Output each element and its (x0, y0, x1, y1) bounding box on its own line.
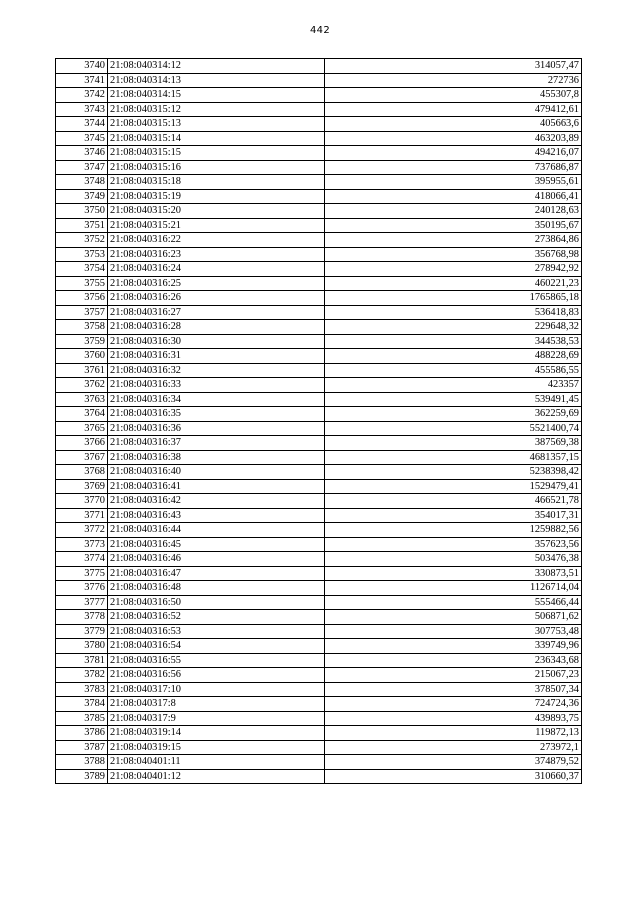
cadastral-number: 21:08:040315:15 (108, 146, 325, 161)
table-row (56, 378, 582, 393)
cadastral-value: 314057,47 (325, 59, 582, 74)
row-number: 3761 (56, 363, 108, 378)
cadastral-number: 21:08:040316:56 (108, 668, 325, 683)
cadastral-value: 1259882,56 (325, 523, 582, 538)
row-number: 3768 (56, 465, 108, 480)
cadastral-value: 273972,1 (325, 740, 582, 755)
cadastral-number: 21:08:040401:11 (108, 755, 325, 770)
cadastral-number: 21:08:040316:27 (108, 305, 325, 320)
cadastral-value: 539491,45 (325, 392, 582, 407)
cadastral-number: 21:08:040316:41 (108, 479, 325, 494)
table-row (56, 711, 582, 726)
cadastral-number: 21:08:040316:55 (108, 653, 325, 668)
cadastral-number: 21:08:040316:30 (108, 334, 325, 349)
row-number: 3782 (56, 668, 108, 683)
cadastral-value: 737686,87 (325, 160, 582, 175)
table-row (56, 305, 582, 320)
table-row (56, 552, 582, 567)
cadastral-number: 21:08:040314:13 (108, 73, 325, 88)
row-number: 3787 (56, 740, 108, 755)
table-row (56, 291, 582, 306)
row-number: 3773 (56, 537, 108, 552)
cadastral-value: 119872,13 (325, 726, 582, 741)
cadastral-number: 21:08:040316:52 (108, 610, 325, 625)
row-number: 3762 (56, 378, 108, 393)
row-number: 3769 (56, 479, 108, 494)
cadastral-value: 503476,38 (325, 552, 582, 567)
cadastral-number: 21:08:040316:44 (108, 523, 325, 538)
cadastral-value: 405663,6 (325, 117, 582, 132)
cadastral-value: 455586,55 (325, 363, 582, 378)
cadastral-number: 21:08:040316:48 (108, 581, 325, 596)
cadastral-value: 1529479,41 (325, 479, 582, 494)
row-number: 3747 (56, 160, 108, 175)
row-number: 3763 (56, 392, 108, 407)
cadastral-number: 21:08:040315:21 (108, 218, 325, 233)
row-number: 3766 (56, 436, 108, 451)
table-row (56, 624, 582, 639)
table-row (56, 73, 582, 88)
cadastral-value: 439893,75 (325, 711, 582, 726)
cadastral-number: 21:08:040316:53 (108, 624, 325, 639)
row-number: 3740 (56, 59, 108, 74)
page-number: 442 (310, 25, 330, 36)
cadastral-value: 374879,52 (325, 755, 582, 770)
cadastral-number: 21:08:040315:14 (108, 131, 325, 146)
cadastral-number: 21:08:040319:15 (108, 740, 325, 755)
cadastral-value: 240128,63 (325, 204, 582, 219)
cadastral-number: 21:08:040316:35 (108, 407, 325, 422)
cadastral-number: 21:08:040316:37 (108, 436, 325, 451)
row-number: 3751 (56, 218, 108, 233)
row-number: 3756 (56, 291, 108, 306)
row-number: 3778 (56, 610, 108, 625)
row-number: 3746 (56, 146, 108, 161)
cadastral-number: 21:08:040317:8 (108, 697, 325, 712)
table-row (56, 262, 582, 277)
table-row (56, 421, 582, 436)
table-row (56, 465, 582, 480)
cadastral-number: 21:08:040316:46 (108, 552, 325, 567)
cadastral-number: 21:08:040316:26 (108, 291, 325, 306)
cadastral-value: 466521,78 (325, 494, 582, 509)
cadastral-value: 1765865,18 (325, 291, 582, 306)
table-row (56, 320, 582, 335)
cadastral-value: 339749,96 (325, 639, 582, 654)
table-row (56, 450, 582, 465)
table-body (56, 59, 582, 784)
cadastral-value-table (55, 58, 582, 784)
cadastral-value: 229648,32 (325, 320, 582, 335)
table-row (56, 218, 582, 233)
cadastral-number: 21:08:040316:38 (108, 450, 325, 465)
table-row (56, 276, 582, 291)
cadastral-number: 21:08:040314:15 (108, 88, 325, 103)
table-row (56, 117, 582, 132)
table-row (56, 494, 582, 509)
cadastral-value: 4681357,15 (325, 450, 582, 465)
cadastral-value: 506871,62 (325, 610, 582, 625)
cadastral-value: 273864,86 (325, 233, 582, 248)
table-row (56, 566, 582, 581)
row-number: 3758 (56, 320, 108, 335)
cadastral-value: 418066,41 (325, 189, 582, 204)
cadastral-number: 21:08:040314:12 (108, 59, 325, 74)
row-number: 3788 (56, 755, 108, 770)
cadastral-number: 21:08:040317:10 (108, 682, 325, 697)
row-number: 3744 (56, 117, 108, 132)
cadastral-value: 460221,23 (325, 276, 582, 291)
cadastral-value: 330873,51 (325, 566, 582, 581)
row-number: 3789 (56, 769, 108, 784)
row-number: 3772 (56, 523, 108, 538)
row-number: 3748 (56, 175, 108, 190)
cadastral-number: 21:08:040317:9 (108, 711, 325, 726)
table-row (56, 334, 582, 349)
cadastral-value: 236343,68 (325, 653, 582, 668)
table-row (56, 204, 582, 219)
table-row (56, 668, 582, 683)
table-row (56, 175, 582, 190)
row-number: 3757 (56, 305, 108, 320)
cadastral-number: 21:08:040315:16 (108, 160, 325, 175)
table-row (56, 349, 582, 364)
row-number: 3774 (56, 552, 108, 567)
cadastral-number: 21:08:040316:28 (108, 320, 325, 335)
row-number: 3743 (56, 102, 108, 117)
table-row (56, 436, 582, 451)
cadastral-number: 21:08:040316:47 (108, 566, 325, 581)
cadastral-value: 555466,44 (325, 595, 582, 610)
cadastral-value: 494216,07 (325, 146, 582, 161)
cadastral-value: 272736 (325, 73, 582, 88)
cadastral-number: 21:08:040319:14 (108, 726, 325, 741)
row-number: 3771 (56, 508, 108, 523)
table-row (56, 523, 582, 538)
table-row (56, 610, 582, 625)
row-number: 3753 (56, 247, 108, 262)
cadastral-number: 21:08:040316:32 (108, 363, 325, 378)
row-number: 3786 (56, 726, 108, 741)
row-number: 3775 (56, 566, 108, 581)
cadastral-number: 21:08:040316:34 (108, 392, 325, 407)
cadastral-value: 307753,48 (325, 624, 582, 639)
table-row (56, 479, 582, 494)
cadastral-number: 21:08:040315:18 (108, 175, 325, 190)
cadastral-value: 423357 (325, 378, 582, 393)
cadastral-value: 278942,92 (325, 262, 582, 277)
row-number: 3779 (56, 624, 108, 639)
table-row (56, 697, 582, 712)
cadastral-value: 387569,38 (325, 436, 582, 451)
cadastral-value: 724724,36 (325, 697, 582, 712)
cadastral-number: 21:08:040316:33 (108, 378, 325, 393)
cadastral-value: 455307,8 (325, 88, 582, 103)
table-row (56, 392, 582, 407)
row-number: 3780 (56, 639, 108, 654)
table-row (56, 160, 582, 175)
row-number: 3750 (56, 204, 108, 219)
table-row (56, 595, 582, 610)
table-row (56, 653, 582, 668)
row-number: 3742 (56, 88, 108, 103)
cadastral-number: 21:08:040316:22 (108, 233, 325, 248)
cadastral-value: 344538,53 (325, 334, 582, 349)
table-row (56, 769, 582, 784)
cadastral-number: 21:08:040316:31 (108, 349, 325, 364)
row-number: 3776 (56, 581, 108, 596)
table-row (56, 189, 582, 204)
table-row (56, 59, 582, 74)
table-row (56, 755, 582, 770)
cadastral-value: 215067,23 (325, 668, 582, 683)
cadastral-value: 479412,61 (325, 102, 582, 117)
cadastral-value: 378507,34 (325, 682, 582, 697)
row-number: 3765 (56, 421, 108, 436)
row-number: 3785 (56, 711, 108, 726)
table-row (56, 682, 582, 697)
cadastral-number: 21:08:040315:12 (108, 102, 325, 117)
cadastral-number: 21:08:040316:54 (108, 639, 325, 654)
row-number: 3783 (56, 682, 108, 697)
row-number: 3784 (56, 697, 108, 712)
cadastral-value: 463203,89 (325, 131, 582, 146)
cadastral-value: 362259,69 (325, 407, 582, 422)
table-row (56, 581, 582, 596)
table-row (56, 407, 582, 422)
row-number: 3777 (56, 595, 108, 610)
cadastral-number: 21:08:040316:43 (108, 508, 325, 523)
cadastral-value: 1126714,04 (325, 581, 582, 596)
cadastral-number: 21:08:040315:13 (108, 117, 325, 132)
cadastral-number: 21:08:040316:23 (108, 247, 325, 262)
cadastral-number: 21:08:040315:20 (108, 204, 325, 219)
row-number: 3781 (56, 653, 108, 668)
cadastral-number: 21:08:040315:19 (108, 189, 325, 204)
row-number: 3760 (56, 349, 108, 364)
cadastral-value: 5521400,74 (325, 421, 582, 436)
row-number: 3770 (56, 494, 108, 509)
cadastral-value: 395955,61 (325, 175, 582, 190)
table-row (56, 726, 582, 741)
cadastral-number: 21:08:040316:36 (108, 421, 325, 436)
row-number: 3745 (56, 131, 108, 146)
row-number: 3764 (56, 407, 108, 422)
table-row (56, 740, 582, 755)
row-number: 3767 (56, 450, 108, 465)
row-number: 3755 (56, 276, 108, 291)
cadastral-value: 536418,83 (325, 305, 582, 320)
cadastral-value: 488228,69 (325, 349, 582, 364)
cadastral-number: 21:08:040316:40 (108, 465, 325, 480)
table-row (56, 233, 582, 248)
cadastral-number: 21:08:040316:42 (108, 494, 325, 509)
row-number: 3754 (56, 262, 108, 277)
table-row (56, 537, 582, 552)
cadastral-value: 356768,98 (325, 247, 582, 262)
cadastral-value: 310660,37 (325, 769, 582, 784)
table-row (56, 102, 582, 117)
table-row (56, 247, 582, 262)
table-row (56, 88, 582, 103)
cadastral-number: 21:08:040316:45 (108, 537, 325, 552)
row-number: 3759 (56, 334, 108, 349)
table-row (56, 131, 582, 146)
row-number: 3749 (56, 189, 108, 204)
cadastral-number: 21:08:040316:24 (108, 262, 325, 277)
table-row (56, 508, 582, 523)
cadastral-value: 350195,67 (325, 218, 582, 233)
cadastral-number: 21:08:040316:25 (108, 276, 325, 291)
cadastral-number: 21:08:040401:12 (108, 769, 325, 784)
table-row (56, 146, 582, 161)
cadastral-value: 357623,56 (325, 537, 582, 552)
cadastral-number: 21:08:040316:50 (108, 595, 325, 610)
table-row (56, 639, 582, 654)
cadastral-value: 354017,31 (325, 508, 582, 523)
row-number: 3752 (56, 233, 108, 248)
row-number: 3741 (56, 73, 108, 88)
cadastral-value: 5238398,42 (325, 465, 582, 480)
table-row (56, 363, 582, 378)
